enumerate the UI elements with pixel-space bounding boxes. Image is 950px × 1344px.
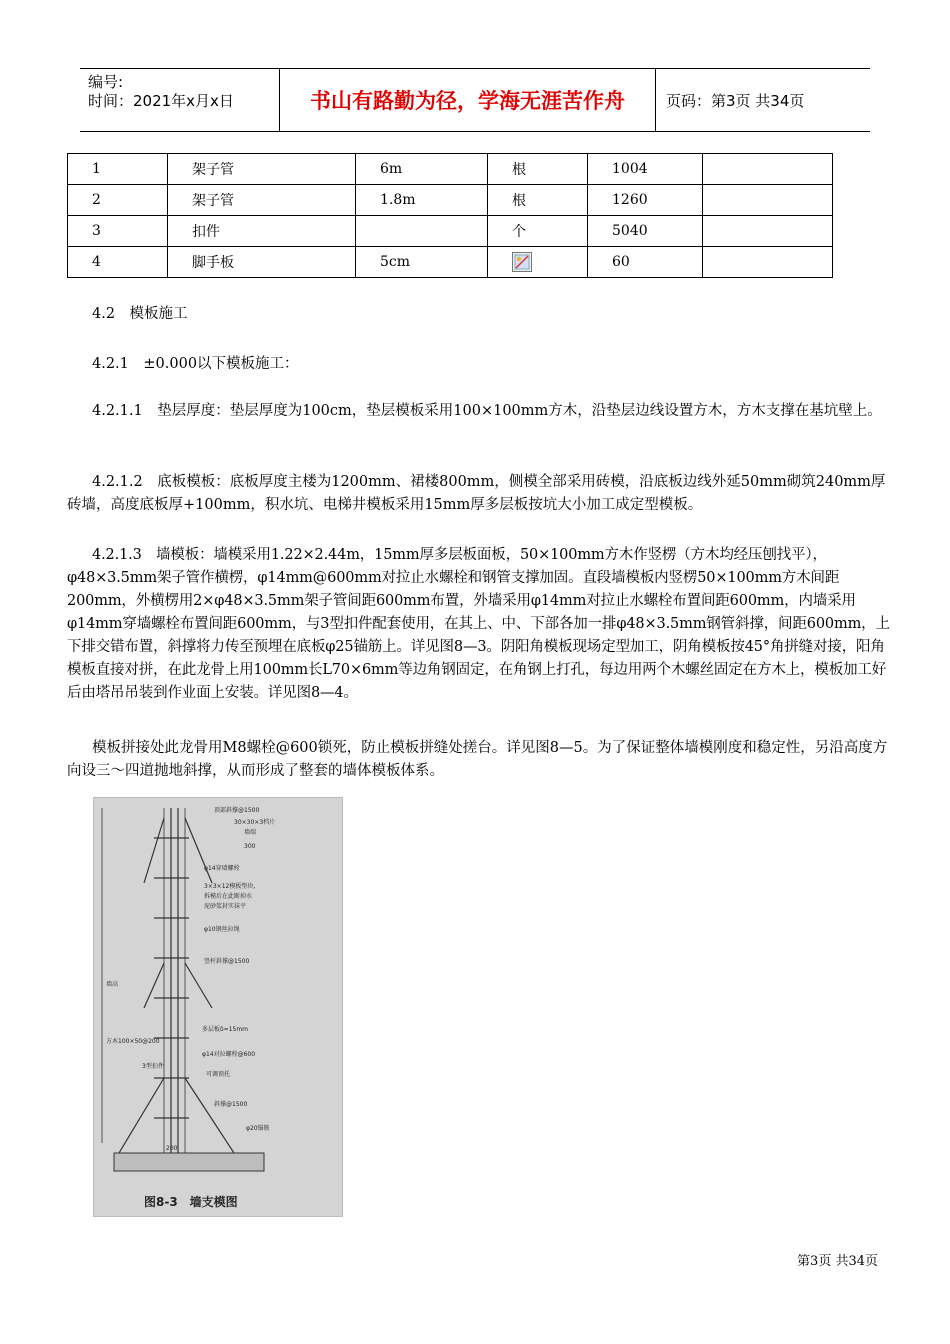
header-meta <box>80 69 280 131</box>
table-cell: 1.8m <box>356 185 488 216</box>
table-cell: 根 <box>488 154 588 185</box>
label-note3: 泥砂浆封实抹平 <box>204 903 247 910</box>
table-cell <box>488 247 588 278</box>
label-note1: 3×3×12模板垫块, <box>204 883 256 890</box>
section-4-2-1: 4.2.1 ±0.000以下模板施工： <box>92 356 299 372</box>
label-wall-height: 墙高 <box>106 981 119 988</box>
table-cell: 2 <box>68 185 168 216</box>
table-cell: 架子管 <box>168 185 356 216</box>
figure-drawing <box>94 798 342 1216</box>
figure-caption: 图8-3 墙支模图 <box>144 1195 238 1209</box>
table-row <box>68 154 833 185</box>
table-cell <box>703 247 833 278</box>
label-top-brace: 顶部斜撑@1500 <box>214 807 260 814</box>
materials-table <box>67 153 833 278</box>
header-page: 页码：第3页 共34页 <box>666 91 805 110</box>
floor-slab <box>114 1153 264 1171</box>
label-dim-200: 200 <box>166 1145 178 1152</box>
section-4-2-1-1: 4.2.1.1 垫层厚度：垫层厚度为100cm，垫层模板采用100×100mm方木，沿垫层边线设置方木，方木支撑在基坑壁上。 <box>92 403 882 419</box>
table-row <box>68 185 833 216</box>
table-cell <box>703 154 833 185</box>
table-cell: 3 <box>68 216 168 247</box>
table-cell <box>356 216 488 247</box>
time-label: 时间：2021年x月x日 <box>88 92 234 110</box>
brace-top-left <box>144 818 164 883</box>
label-tie-bolt: φ14对拉螺栓@600 <box>202 1051 256 1058</box>
table-cell <box>703 185 833 216</box>
label-wire: φ10钢丝拉绳 <box>204 926 240 933</box>
header-motto: 书山有路勤为径，学海无涯苦作舟 <box>280 69 656 131</box>
label-mid-brace: 竖杆斜撑@1500 <box>204 958 250 965</box>
table-cell: 60 <box>588 247 703 278</box>
brace-top-right <box>185 818 212 883</box>
table-cell: 6m <box>356 154 488 185</box>
brace-low-right <box>185 1078 234 1153</box>
number-label: 编号: <box>88 73 124 91</box>
section-4-2-1-2: 4.2.1.2 底板模板：底板厚度主楼为1200mm、裙楼800mm，侧模全部采用砖模，沿底板边线外延50mm砌筑240mm厚砖墙，高度底板厚+100mm，积水坑、电梯井模板采用15mm厚多层板按坑大小加工成定型模板。 <box>67 474 886 513</box>
table-cell: 架子管 <box>168 154 356 185</box>
section-4-2-1-3: 4.2.1.3 墙模板：墙模采用1.22×2.44m，15mm厚多层板面板，50×100mm方木作竖楞（方木均经压刨找平），φ48×3.5mm架子管作横楞，φ14mm@600mm对拉止水螺栓和钢管支撑加固。直段墙模板内竖楞50×100mm方木间距200mm，外横楞用2×φ48×3.5mm架子管间距600mm布置，外墙采用φ14mm对拉止水螺栓布置间距600mm，内墙采用φ14mm穿墙螺栓布置间距600mm，与3型扣件配套使用，在其上、中、下部各加一排φ48×3.5mm钢管斜撑，间距600mm，上下排交错布置，斜撑将力传至预埋在底板φ25锚筋上。详见图8—3。阴阳角模板现场定型加工，阴角模板按45°角拼缝对接，阳角模板直接对拼，在此龙骨上用100mm长L70×6mm等边角钢固定，在角钢上打孔，每边用两个木螺丝固定在方木上，模板加工好后由塔吊吊装到作业面上安装。详见图8—4。 <box>67 547 890 701</box>
label-angle: 30×30×3档片 <box>234 819 276 826</box>
table-row <box>68 216 833 247</box>
table-cell: 脚手板 <box>168 247 356 278</box>
table-cell: 4 <box>68 247 168 278</box>
label-jack: 可调顶托 <box>206 1071 231 1078</box>
label-brace: 斜撑@1500 <box>214 1101 248 1108</box>
label-bolt14: φ14穿墙螺栓 <box>204 865 240 872</box>
label-wall-end: 墙端 <box>244 829 257 836</box>
table-row <box>68 247 833 278</box>
splice-paragraph: 模板拼接处此龙骨用M8螺栓@600锁死，防止模板拼缝处搓台。详见图8—5。为了保证整体墙模刚度和稳定性，另沿高度方向设三～四道抛地斜撑，从而形成了整套的墙体模板体系。 <box>67 740 888 779</box>
table-cell: 5cm <box>356 247 488 278</box>
table-cell: 扣件 <box>168 216 356 247</box>
label-timber: 方木100×50@200 <box>106 1038 160 1045</box>
table-cell: 1260 <box>588 185 703 216</box>
label-dim-300: 300 <box>244 843 256 850</box>
table-cell: 1 <box>68 154 168 185</box>
table-cell: 根 <box>488 185 588 216</box>
footer-page: 第3页 共34页 <box>797 1254 878 1269</box>
label-clip: 3型扣件 <box>142 1063 164 1070</box>
label-plywood: 多层板δ=15mm <box>202 1026 249 1033</box>
table-cell: 个 <box>488 216 588 247</box>
page-header <box>80 68 870 132</box>
label-anchor: φ20锚筋 <box>246 1125 270 1132</box>
brace-mid-left <box>144 963 164 1008</box>
section-4-2: 4.2 模板施工 <box>92 306 188 322</box>
brace-low-left <box>119 1078 164 1153</box>
label-note2: 拆模后在此断掉水 <box>204 893 253 900</box>
table-cell: 1004 <box>588 154 703 185</box>
table-cell: 5040 <box>588 216 703 247</box>
table-cell <box>703 216 833 247</box>
wall-formwork-figure <box>93 797 343 1217</box>
brace-mid-right <box>185 963 212 1008</box>
broken-image-icon <box>512 252 532 272</box>
